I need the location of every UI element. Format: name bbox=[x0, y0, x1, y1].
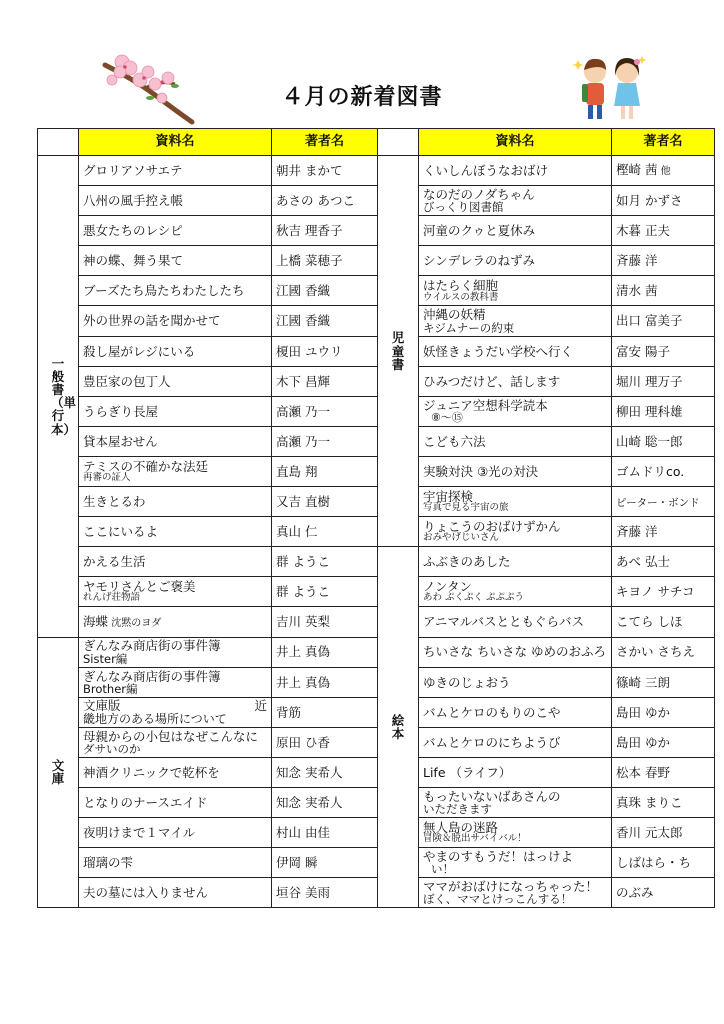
book-title-text: ママがおばけになっちゃった！ bbox=[423, 879, 599, 895]
book-title-text: りょこうのおばけずかん bbox=[423, 519, 561, 535]
right-book-author bbox=[612, 517, 715, 547]
table-row bbox=[38, 727, 715, 757]
left-book-author bbox=[272, 246, 378, 276]
author-text: 木暮 正夫 bbox=[616, 223, 670, 239]
author-text: 篠崎 三朗 bbox=[616, 674, 670, 690]
book-title-text: 母親からの小包はなぜこんなに bbox=[83, 728, 259, 744]
table-row bbox=[38, 426, 715, 456]
page-title: ４月の新着図書 bbox=[281, 85, 443, 110]
right-book-title bbox=[419, 186, 612, 216]
header-author-right: 著者名 bbox=[612, 129, 715, 156]
left-book-author bbox=[272, 547, 378, 577]
table-row bbox=[38, 787, 715, 817]
category-label: 児童書 bbox=[391, 330, 405, 372]
author-text: 真珠 まりこ bbox=[616, 794, 683, 810]
left-book-title bbox=[79, 396, 272, 426]
right-book-title bbox=[419, 276, 612, 306]
book-subtitle: ウイルスの教科書 bbox=[423, 291, 499, 303]
right-book-title bbox=[419, 336, 612, 366]
left-book-title bbox=[79, 156, 272, 186]
book-title-text: テミスの不確かな法廷 bbox=[83, 458, 209, 474]
author-text: 出口 富美子 bbox=[616, 313, 683, 329]
book-title-text: アニマルバスとともぐらバス bbox=[423, 614, 585, 630]
table-row bbox=[38, 547, 715, 577]
left-book-title bbox=[79, 517, 272, 547]
left-book-author bbox=[272, 818, 378, 848]
book-subtitle: Sister編 bbox=[83, 651, 128, 666]
book-title-text: 文庫版 bbox=[83, 698, 121, 714]
book-title-text: ジュニア空想科学読本 bbox=[423, 397, 548, 413]
new-books-table bbox=[37, 128, 715, 908]
left-book-title bbox=[79, 878, 272, 908]
left-book-title bbox=[79, 186, 272, 216]
right-book-author bbox=[612, 186, 715, 216]
right-book-author bbox=[612, 607, 715, 637]
left-book-title bbox=[79, 637, 272, 667]
author-text: 原田 ひ香 bbox=[276, 734, 330, 750]
book-title-text: こども六法 bbox=[423, 433, 486, 449]
left-book-author bbox=[272, 787, 378, 817]
category-label: 絵本 bbox=[391, 713, 405, 742]
book-title-text: ゆきのじょおう bbox=[423, 674, 511, 690]
author-text: キヨノ サチコ bbox=[616, 584, 695, 600]
left-category-general bbox=[38, 156, 79, 638]
left-book-title bbox=[79, 336, 272, 366]
book-title-text: となりのナースエイド bbox=[83, 794, 208, 810]
author-text: 木下 昌輝 bbox=[276, 373, 330, 389]
left-book-title bbox=[79, 757, 272, 787]
table-row bbox=[38, 757, 715, 787]
left-book-title bbox=[79, 577, 272, 607]
author-text: のぶみ bbox=[616, 885, 654, 901]
author-text: 又吉 直樹 bbox=[276, 494, 330, 510]
table-row bbox=[38, 306, 715, 336]
book-title-text: 悪女たちのレシピ bbox=[83, 223, 183, 239]
table-row bbox=[38, 848, 715, 878]
author-text: さかい さちえ bbox=[616, 644, 695, 660]
author-text: 富安 陽子 bbox=[616, 343, 670, 359]
author-text: 高瀬 乃一 bbox=[276, 433, 330, 449]
author-text: 知念 実希人 bbox=[276, 794, 343, 810]
right-book-title bbox=[419, 757, 612, 787]
book-title-text: 神の蝶、舞う果て bbox=[83, 253, 184, 269]
right-book-author bbox=[612, 577, 715, 607]
author-text: 群 ようこ bbox=[276, 554, 330, 570]
right-category-children bbox=[378, 156, 419, 547]
table-row bbox=[38, 607, 715, 637]
right-book-author bbox=[612, 336, 715, 366]
book-subtitle: 再審の証人 bbox=[83, 472, 131, 484]
author-text: 秋吉 理香子 bbox=[276, 223, 343, 239]
book-title-text: くいしんぼうなおばけ bbox=[423, 162, 549, 178]
left-book-title bbox=[79, 456, 272, 486]
right-book-author bbox=[612, 216, 715, 246]
right-category-picture bbox=[378, 547, 419, 908]
book-title-text: 八州の風手控え帳 bbox=[83, 193, 184, 209]
left-book-author bbox=[272, 336, 378, 366]
left-book-title bbox=[79, 818, 272, 848]
left-book-title bbox=[79, 487, 272, 517]
right-book-author bbox=[612, 818, 715, 848]
left-book-author bbox=[272, 216, 378, 246]
author-text: 吉川 英梨 bbox=[276, 614, 330, 630]
book-title-text: うらぎり長屋 bbox=[83, 403, 159, 419]
author-text: 朝井 まかて bbox=[276, 162, 343, 178]
left-book-title bbox=[79, 848, 272, 878]
left-book-title bbox=[79, 547, 272, 577]
table-row bbox=[38, 456, 715, 486]
author-text: 上橋 菜穂子 bbox=[276, 253, 343, 269]
book-title-text: ひみつだけど、話します bbox=[423, 373, 561, 389]
author-text: 島田 ゆか bbox=[616, 704, 670, 720]
author-text: 垣谷 美雨 bbox=[276, 885, 330, 901]
author-text: 山崎 聡一郎 bbox=[616, 433, 683, 449]
book-title-text: 河童のクゥと夏休み bbox=[423, 223, 536, 239]
left-book-title bbox=[79, 366, 272, 396]
left-book-author bbox=[272, 156, 378, 186]
left-book-title bbox=[79, 426, 272, 456]
table-row bbox=[38, 156, 715, 186]
left-book-title bbox=[79, 306, 272, 336]
table-row bbox=[38, 577, 715, 607]
author-text: こてら しほ bbox=[616, 614, 683, 630]
book-subtitle: ぼく、ママとけっこんする！ bbox=[423, 892, 573, 907]
left-book-author bbox=[272, 306, 378, 336]
left-book-author bbox=[272, 878, 378, 908]
book-title-text: 瑠璃の雫 bbox=[83, 855, 134, 871]
right-book-title bbox=[419, 456, 612, 486]
author-text: 江國 香織 bbox=[276, 313, 330, 329]
author-text: 柳田 理科雄 bbox=[616, 403, 683, 419]
left-book-author bbox=[272, 276, 378, 306]
book-title-text: バムとケロのもりのこや bbox=[423, 704, 561, 720]
author-text: 堀川 理万子 bbox=[616, 373, 683, 389]
book-title-text: なのだのノダちゃん bbox=[423, 187, 535, 203]
author-text: 村山 由佳 bbox=[276, 825, 330, 841]
book-title-text: 実験対決 ③光の対決 bbox=[423, 463, 539, 479]
right-book-author bbox=[612, 878, 715, 908]
book-subtitle: あわ ぷくぷく ぷぷぷう bbox=[423, 592, 525, 604]
book-title-text: ここにいるよ bbox=[83, 524, 159, 540]
book-title-text: 豊臣家の包丁人 bbox=[83, 373, 171, 389]
right-book-title bbox=[419, 156, 612, 186]
right-book-author bbox=[612, 757, 715, 787]
table-row bbox=[38, 517, 715, 547]
left-book-title bbox=[79, 787, 272, 817]
right-book-title bbox=[419, 487, 612, 517]
right-book-title bbox=[419, 787, 612, 817]
right-book-author bbox=[612, 697, 715, 727]
right-book-author bbox=[612, 396, 715, 426]
left-book-title bbox=[79, 667, 272, 697]
right-book-author bbox=[612, 246, 715, 276]
right-book-title bbox=[419, 517, 612, 547]
book-title-text: 宇宙探検 bbox=[423, 489, 474, 505]
right-book-author bbox=[612, 456, 715, 486]
book-title-text: 外の世界の話を聞かせて bbox=[83, 313, 221, 329]
right-book-title bbox=[419, 246, 612, 276]
author-text: 群 ようこ bbox=[276, 584, 330, 600]
right-book-title bbox=[419, 697, 612, 727]
book-subtitle: いただきます bbox=[423, 802, 492, 817]
category-label: 文庫 bbox=[51, 758, 65, 787]
author-text: ピーター・ボンド bbox=[616, 496, 700, 509]
book-title-text: シンデレラのねずみ bbox=[423, 253, 535, 269]
right-book-author bbox=[612, 306, 715, 336]
author-text: あさの あつこ bbox=[276, 193, 355, 209]
book-title-text: 貸本屋おせん bbox=[83, 433, 158, 449]
right-book-title bbox=[419, 396, 612, 426]
book-subtitle: ダサいのか bbox=[83, 741, 141, 756]
table-row bbox=[38, 818, 715, 848]
book-title-text: 妖怪きょうだい学校へ行く bbox=[423, 343, 574, 359]
author-text: 榎田 ユウリ bbox=[276, 343, 343, 359]
author-text: 真山 仁 bbox=[276, 524, 318, 540]
left-book-author bbox=[272, 366, 378, 396]
table-row bbox=[38, 878, 715, 908]
right-book-title bbox=[419, 216, 612, 246]
book-title-text: ふぶきのあした bbox=[423, 554, 511, 570]
book-title-text: 海蝶 bbox=[83, 613, 109, 629]
book-subtitle: 冒険＆脱出サバイバル！ bbox=[423, 833, 527, 845]
header-title-left: 資料名 bbox=[79, 129, 272, 156]
left-book-author bbox=[272, 848, 378, 878]
book-title-text: 生きとるわ bbox=[83, 494, 146, 510]
book-subtitle: れんげ荘物語 bbox=[83, 592, 141, 604]
book-title-text: バムとケロのにちようび bbox=[423, 734, 561, 750]
book-subtitle: Brother編 bbox=[83, 681, 138, 696]
left-book-author bbox=[272, 637, 378, 667]
table-row bbox=[38, 487, 715, 517]
book-subtitle: 写真で見る宇宙の旅 bbox=[423, 502, 509, 514]
book-title-text: やまのすもうだ！はっけよ bbox=[423, 849, 574, 865]
author-text: 香川 元太郎 bbox=[616, 825, 683, 841]
author-text: ゴムドリco. bbox=[616, 463, 685, 479]
book-title-text: ヤモリさんとご褒美 bbox=[83, 579, 196, 595]
book-title-text: 殺し屋がレジにいる bbox=[83, 343, 196, 359]
book-subtitle: びっくり図書館 bbox=[423, 200, 504, 215]
book-title-text: ノンタン bbox=[423, 579, 473, 595]
right-book-title bbox=[419, 366, 612, 396]
book-subtitle: おみやげじいさん bbox=[423, 532, 500, 544]
header-blank-right bbox=[378, 129, 419, 156]
author-text: 斉藤 洋 bbox=[616, 253, 658, 269]
left-book-author bbox=[272, 577, 378, 607]
right-book-title bbox=[419, 306, 612, 336]
author-text: 樫崎 茜 bbox=[616, 162, 658, 178]
left-book-author bbox=[272, 607, 378, 637]
right-book-title bbox=[419, 547, 612, 577]
book-subtitle: 畿地方のある場所について bbox=[83, 711, 227, 726]
right-book-title bbox=[419, 848, 612, 878]
book-subtitle: キジムナーの約束 bbox=[423, 320, 515, 335]
header-title-right: 資料名 bbox=[419, 129, 612, 156]
right-book-author bbox=[612, 787, 715, 817]
right-book-author bbox=[612, 156, 715, 186]
author-text: 島田 ゆか bbox=[616, 734, 670, 750]
table-row bbox=[38, 336, 715, 366]
author-text: 斉藤 洋 bbox=[616, 524, 658, 540]
author-text: 知念 実希人 bbox=[276, 764, 343, 780]
book-title-text: ぎんなみ商店街の事件簿 bbox=[83, 638, 221, 654]
table-row bbox=[38, 667, 715, 697]
table-row bbox=[38, 276, 715, 306]
author-text: 松本 春野 bbox=[616, 764, 670, 780]
left-category-bunko bbox=[38, 637, 79, 908]
right-book-author bbox=[612, 637, 715, 667]
left-book-author bbox=[272, 396, 378, 426]
right-book-title bbox=[419, 426, 612, 456]
book-subtitle: い！ bbox=[431, 862, 454, 877]
left-book-author bbox=[272, 757, 378, 787]
book-title-text: 沖縄の妖精 bbox=[423, 307, 486, 323]
author-text: あべ 弘士 bbox=[616, 554, 670, 570]
table-row bbox=[38, 246, 715, 276]
book-title-text: かえる生活 bbox=[83, 554, 146, 570]
table-row bbox=[38, 366, 715, 396]
right-book-title bbox=[419, 607, 612, 637]
right-book-author bbox=[612, 848, 715, 878]
right-book-title bbox=[419, 667, 612, 697]
left-book-author bbox=[272, 517, 378, 547]
author-text: 伊岡 瞬 bbox=[276, 855, 318, 871]
left-book-author bbox=[272, 667, 378, 697]
right-book-title bbox=[419, 818, 612, 848]
book-title-text: はたらく細胞 bbox=[423, 278, 499, 294]
left-book-author bbox=[272, 456, 378, 486]
book-title-text: ちいさな ちいさな ゆめのおふろ bbox=[423, 644, 606, 660]
author-suffix: 他 bbox=[657, 166, 671, 178]
book-subtitle: ⑧～⑮ bbox=[431, 411, 463, 425]
book-title-text: もったいないばあさんの bbox=[423, 788, 561, 804]
header-author-left: 著者名 bbox=[272, 129, 378, 156]
table-row bbox=[38, 216, 715, 246]
left-book-author bbox=[272, 426, 378, 456]
left-book-author bbox=[272, 186, 378, 216]
author-text: しばはら・ち bbox=[616, 855, 692, 871]
right-book-author bbox=[612, 276, 715, 306]
category-label: 一般書（単行本） bbox=[51, 355, 77, 437]
book-title-text: Life （ライフ） bbox=[423, 764, 512, 780]
book-title-text: 神酒クリニックで乾杯を bbox=[83, 764, 220, 780]
right-book-title bbox=[419, 727, 612, 757]
table-row bbox=[38, 637, 715, 667]
right-book-title bbox=[419, 878, 612, 908]
book-title-text: 夫の墓には入りません bbox=[83, 885, 209, 901]
book-title-text: ブーズたち鳥たちわたしたち bbox=[83, 283, 245, 299]
author-text: 如月 かずさ bbox=[616, 193, 683, 209]
author-text: 井上 真偽 bbox=[276, 644, 330, 660]
left-book-title bbox=[79, 246, 272, 276]
right-book-title bbox=[419, 637, 612, 667]
left-book-title bbox=[79, 216, 272, 246]
right-book-author bbox=[612, 366, 715, 396]
book-subtitle-inline: 沈黙のヨダ bbox=[108, 617, 162, 629]
author-text: 江國 香織 bbox=[276, 283, 330, 299]
author-text: 背筋 bbox=[276, 704, 302, 720]
table-row bbox=[38, 697, 715, 727]
left-book-author bbox=[272, 727, 378, 757]
table-row bbox=[38, 186, 715, 216]
author-text: 井上 真偽 bbox=[276, 674, 330, 690]
book-title-text: ぎんなみ商店街の事件簿 bbox=[83, 668, 221, 684]
header-blank-left bbox=[38, 129, 79, 156]
right-book-author bbox=[612, 426, 715, 456]
left-book-title bbox=[79, 697, 272, 727]
table-row bbox=[38, 396, 715, 426]
left-book-author bbox=[272, 697, 378, 727]
book-title-text: グロリアソサエテ bbox=[83, 162, 183, 178]
right-book-author bbox=[612, 487, 715, 517]
left-book-author bbox=[272, 487, 378, 517]
left-book-title bbox=[79, 276, 272, 306]
book-title-text: 無人島の迷路 bbox=[423, 820, 499, 836]
left-book-title bbox=[79, 607, 272, 637]
right-book-title bbox=[419, 577, 612, 607]
author-text: 清水 茜 bbox=[616, 283, 658, 299]
right-book-author bbox=[612, 547, 715, 577]
left-book-title bbox=[79, 727, 272, 757]
book-title-text: 夜明けまで１マイル bbox=[83, 825, 196, 841]
book-title-right-text: 近 bbox=[254, 698, 267, 714]
author-text: 直島 翔 bbox=[276, 463, 318, 479]
right-book-author bbox=[612, 727, 715, 757]
right-book-author bbox=[612, 667, 715, 697]
author-text: 高瀬 乃一 bbox=[276, 403, 330, 419]
